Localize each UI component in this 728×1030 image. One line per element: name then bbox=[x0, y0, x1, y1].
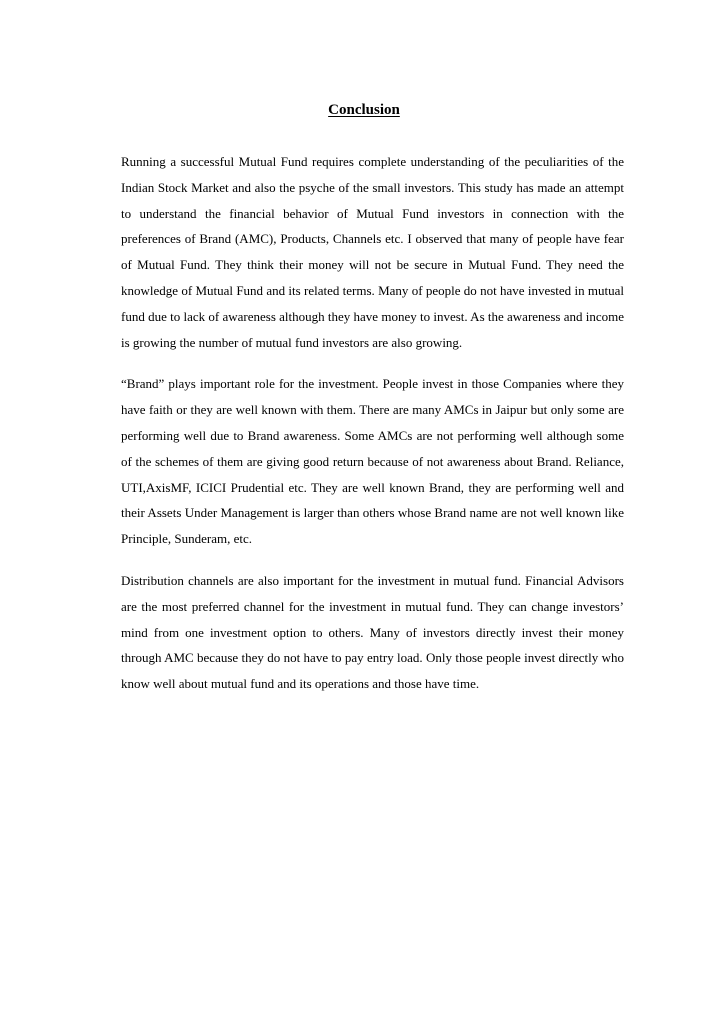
page-title-text: Conclusion bbox=[328, 102, 400, 118]
paragraph-2: “Brand” plays important role for the investment. People invest in those Companies where they have faith or they are well known with them. There are many AMCs in Jaipur but only some are performing well due to Brand awareness. Some AMCs are not performing well although some of the schemes of them are giving good return because of not awareness about Brand. Reliance, UTI,AxisMF, ICICI Prudential etc. They are well known Brand, they are performing well and their Assets Under Management is larger than others whose Brand name are not well known like Principle, Sunderam, etc. bbox=[121, 376, 624, 547]
page-title bbox=[0, 102, 728, 119]
document-body bbox=[121, 149, 624, 713]
paragraph-1: Running a successful Mutual Fund requires complete understanding of the peculiarities of the Indian Stock Market and also the psyche of the small investors. This study has made an attempt to understand the financial behavior of Mutual Fund investors in connection with the preferences of Brand (AMC), Products, Channels etc. I observed that many of people have fear of Mutual Fund. They think their money will not be secure in Mutual Fund. They need the knowledge of Mutual Fund and its related terms. Many of people do not have invested in mutual fund due to lack of awareness although they have money to invest. As the awareness and income is growing the number of mutual fund investors are also growing. bbox=[121, 154, 624, 350]
paragraph-3: Distribution channels are also important for the investment in mutual fund. Financial Advisors are the most preferred channel for the investment in mutual fund. They can change investors’ mind from one investment option to others. Many of investors directly invest their money through AMC because they do not have to pay entry load. Only those people invest directly who know well about mutual fund and its operations and those have time. bbox=[121, 572, 624, 692]
